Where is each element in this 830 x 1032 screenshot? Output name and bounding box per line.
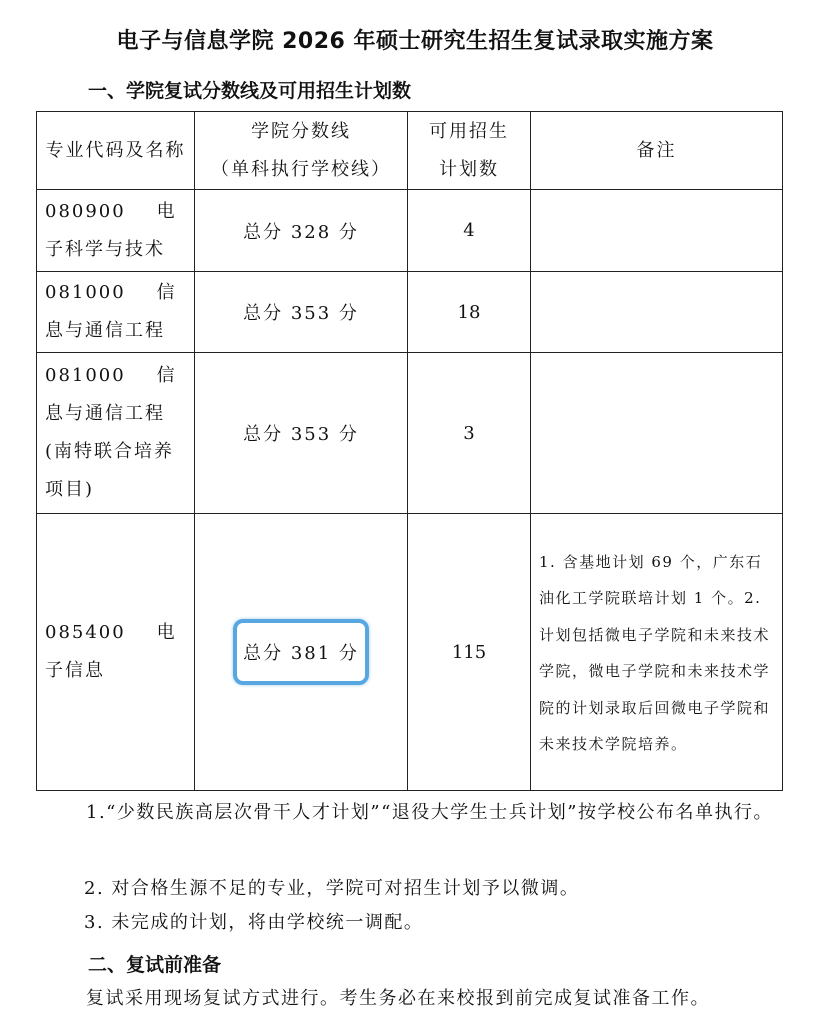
table-row bbox=[37, 190, 783, 272]
plan-cell: 4 bbox=[408, 190, 531, 272]
header-note: 备注 bbox=[531, 112, 783, 190]
major-code: 081000 bbox=[45, 365, 126, 386]
section-heading-2: 二、复试前准备 bbox=[88, 954, 222, 976]
major-cell bbox=[37, 272, 195, 353]
major-cell bbox=[37, 514, 195, 791]
note-cell bbox=[531, 353, 783, 514]
major-code: 080900 bbox=[45, 200, 126, 222]
major-code: 085400 bbox=[45, 622, 126, 643]
section2-paragraph: 复试采用现场复试方式进行。考生务必在来校报到前完成复试准备工作。 bbox=[86, 988, 710, 1009]
section-heading-1: 一、学院复试分数线及可用招生计划数 bbox=[88, 80, 412, 102]
header-score-line2: （单科执行学校线） bbox=[211, 158, 391, 180]
footnote-3: 3. 未完成的计划，将由学校统一调配。 bbox=[84, 912, 424, 933]
table-header-row bbox=[37, 112, 783, 190]
footnote-2: 2. 对合格生源不足的专业，学院可对招生计划予以微调。 bbox=[84, 878, 580, 899]
major-cell bbox=[37, 353, 195, 514]
major-name: 信息与通信工程(南特联合培养项目) bbox=[45, 365, 177, 500]
note-cell bbox=[531, 190, 783, 272]
plan-cell: 115 bbox=[408, 514, 531, 791]
note-cell bbox=[531, 272, 783, 353]
header-major: 专业代码及名称 bbox=[37, 112, 195, 190]
header-score bbox=[195, 112, 408, 190]
plan-cell: 18 bbox=[408, 272, 531, 353]
header-plan-line2: 计划数 bbox=[439, 158, 499, 180]
table-row bbox=[37, 353, 783, 514]
header-plan-line1: 可用招生 bbox=[429, 120, 509, 142]
score-cell: 总分 328 分 bbox=[195, 190, 408, 272]
major-name: 信息与通信工程 bbox=[45, 282, 177, 341]
highlighted-score: 总分 381 分 bbox=[233, 619, 369, 685]
note-cell: 1. 含基地计划 69 个，广东石油化工学院联培计划 1 个。2. 计划包括微电子学院和未来技术学院，微电子学院和未来技术学院的计划录取后回微电子学院和未来技术学院培养。 bbox=[531, 514, 783, 791]
score-cell bbox=[195, 514, 408, 791]
document-title: 电子与信息学院 2026 年硕士研究生招生复试录取实施方案 bbox=[116, 29, 714, 54]
score-cell: 总分 353 分 bbox=[195, 272, 408, 353]
admission-plan-table bbox=[36, 111, 783, 791]
header-score-line1: 学院分数线 bbox=[251, 120, 351, 142]
table-row bbox=[37, 514, 783, 791]
major-name: 电子科学与技术 bbox=[45, 200, 177, 260]
major-name: 电子信息 bbox=[45, 622, 177, 681]
footnote-1: 1.“少数民族高层次骨干人才计划”“退役大学生士兵计划”按学校公布名单执行。 bbox=[86, 802, 773, 823]
plan-cell: 3 bbox=[408, 353, 531, 514]
score-cell: 总分 353 分 bbox=[195, 353, 408, 514]
major-cell bbox=[37, 190, 195, 272]
table-row bbox=[37, 272, 783, 353]
header-plan bbox=[408, 112, 531, 190]
major-code: 081000 bbox=[45, 282, 126, 303]
